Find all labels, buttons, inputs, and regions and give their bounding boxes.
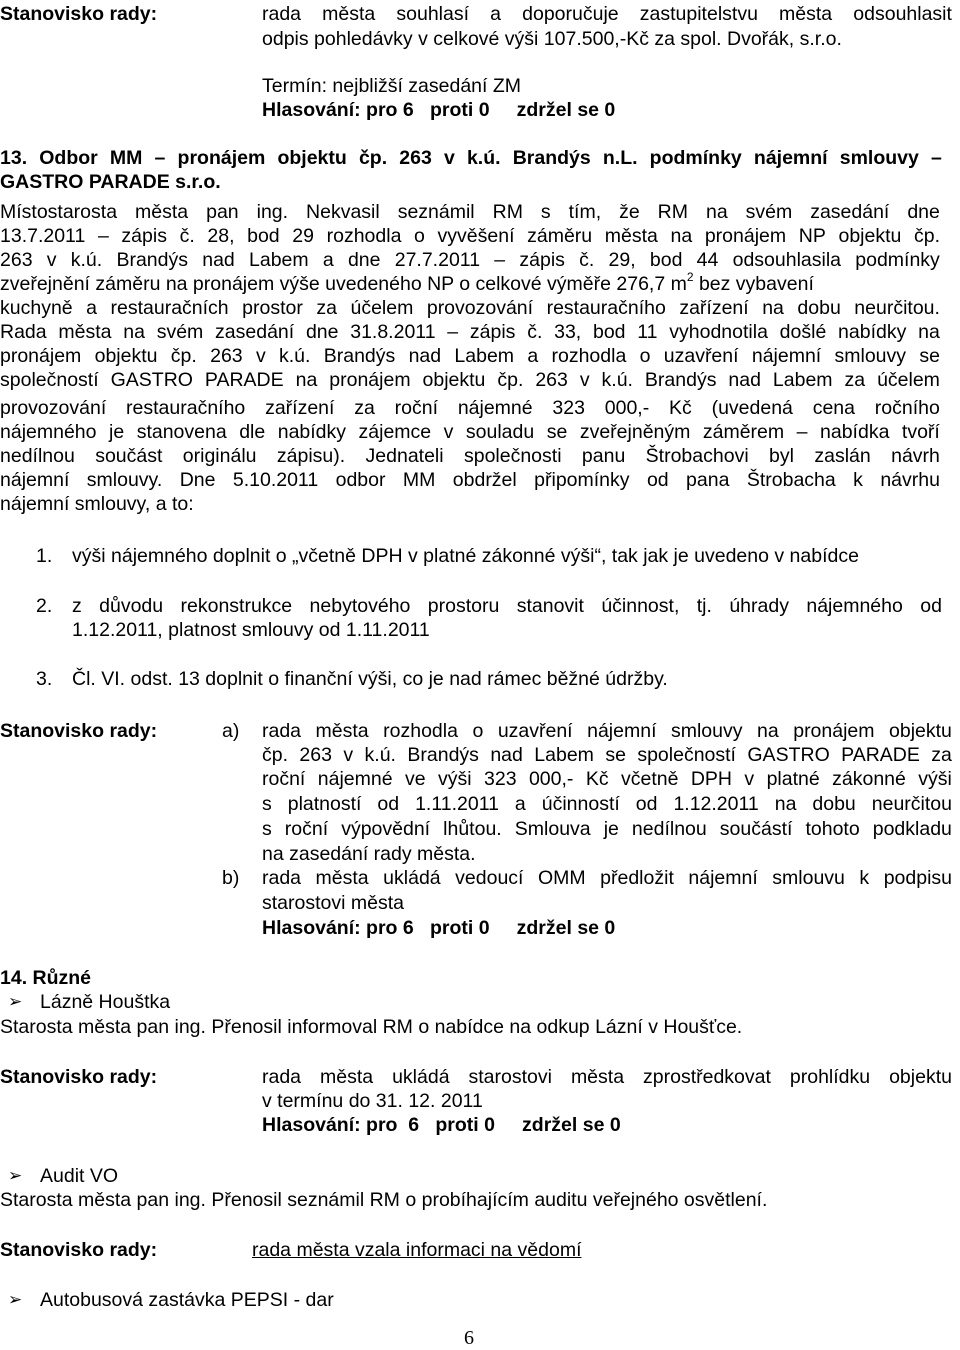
decision-line: roční nájemné ve výši 323 000,- Kč včetně DPH v platné zákonné výši: [262, 768, 952, 790]
page-number: 6: [464, 1327, 474, 1349]
superscript: 2: [686, 269, 694, 284]
vote-result: Hlasování: pro 6 proti 0 zdržel se 0: [262, 99, 616, 121]
decision-line: čp. 263 v k.ú. Brandýs nad Labem se společností GASTRO PARADE za: [262, 744, 952, 766]
decision-line: na zasedání rady města.: [262, 843, 476, 865]
para-line: 13.7.2011 – zápis č. 28, bod 29 rozhodla o vyvěšení záměru města na pronájem NP objektu čp.: [0, 225, 940, 247]
text-line: odpis pohledávky v celkové výši 107.500,-Kč za spol. Dvořák, s.r.o.: [262, 28, 842, 50]
para-line: pronájem objektu čp. 263 v k.ú. Brandýs nad Labem a rozhodla o uzavření nájemní smlouvy se: [0, 345, 940, 367]
list-marker: a): [222, 720, 240, 742]
section-heading: 13. Odbor MM – pronájem objektu čp. 263 v k.ú. Brandýs n.L. podmínky nájemní smlouvy –: [0, 147, 942, 169]
decision-line: rada města ukládá starostovi města zprostředkovat prohlídku objektu: [262, 1066, 952, 1088]
item-number: 2.: [36, 595, 53, 617]
arrow-bullet-icon: ➢: [8, 1166, 23, 1186]
decision-line: rada města rozhodla o uzavření nájemní smlouvy na pronájem objektu: [262, 720, 952, 742]
text-line: rada města souhlasí a doporučuje zastupitelstvu města odsouhlasit: [262, 3, 952, 25]
para-line: Místostarosta města pan ing. Nekvasil seznámil RM s tím, že RM na svém zasedání dne: [0, 201, 940, 223]
para-line: provozování restauračního zařízení za roční nájemné 323 000,- Kč (uvedená cena ročního: [0, 397, 940, 419]
stanovisko-label: Stanovisko rady:: [0, 3, 158, 25]
topic-title: Audit VO: [40, 1165, 119, 1187]
para-line: Rada města na svém zasedání dne 31.8.2011 – zápis č. 33, bod 11 vyhodnotila došlé nabídky na: [0, 321, 940, 343]
section-heading: GASTRO PARADE s.r.o.: [0, 171, 221, 193]
vote-result: Hlasování: pro 6 proti 0 zdržel se 0: [262, 1114, 621, 1136]
section-heading: 14. Různé: [0, 967, 92, 989]
item-text: 1.12.2011, platnost smlouvy od 1.11.2011: [72, 619, 430, 641]
stanovisko-label: Stanovisko rady:: [0, 1239, 158, 1261]
arrow-bullet-icon: ➢: [8, 992, 23, 1012]
item-number: 1.: [36, 545, 53, 567]
decision-line: v termínu do 31. 12. 2011: [262, 1090, 483, 1112]
item-number: 3.: [36, 668, 53, 690]
decision-line: rada města vzala informaci na vědomí: [252, 1239, 582, 1261]
para-line: nájemní smlouvy, a to:: [0, 493, 194, 515]
decision-line: starostovi města: [262, 892, 404, 914]
item-text: Čl. VI. odst. 13 doplnit o finanční výši, co je nad rámec běžné údržby.: [72, 668, 668, 690]
topic-title: Autobusová zastávka PEPSI - dar: [40, 1289, 334, 1311]
decision-line: s roční výpovědní lhůtou. Smlouva je nedílnou součástí tohoto podkladu: [262, 818, 952, 840]
deadline-text: Termín: nejbližší zasedání ZM: [262, 75, 522, 97]
item-text: výši nájemného doplnit o „včetně DPH v platné zákonné výši“, tak jak je uvedeno v nabídce: [72, 545, 859, 567]
para-line: zveřejnění záměru na pronájem výše uvedeného NP o celkové výměře 276,7 $m^2$ bez vybavení: [0, 269, 814, 295]
item-text: z důvodu rekonstrukce nebytového prostoru stanovit účinnost, tj. úhrady nájemného od: [72, 595, 942, 617]
stanovisko-label: Stanovisko rady:: [0, 720, 158, 742]
para-line: nájemní smlouvy. Dne 5.10.2011 odbor MM obdržel připomínky od pana Štrobacha k návrhu: [0, 469, 940, 491]
stanovisko-label: Stanovisko rady:: [0, 1066, 158, 1088]
arrow-bullet-icon: ➢: [8, 1290, 23, 1310]
vote-result: Hlasování: pro 6 proti 0 zdržel se 0: [262, 917, 616, 939]
list-marker: b): [222, 867, 240, 889]
topic-text: Starosta města pan ing. Přenosil seznámil RM o probíhajícím auditu veřejného osvětlení.: [0, 1189, 768, 1211]
decision-line: rada města ukládá vedoucí OMM předložit nájemní smlouvu k podpisu: [262, 867, 952, 889]
para-line: nájemného je stanovena dle nabídky zájemce v souladu se zveřejněným záměrem – nabídka tvoří: [0, 421, 940, 443]
topic-title: Lázně Houštka: [40, 991, 171, 1013]
decision-line: s platností od 1.11.2011 a účinností od 1.12.2011 na dobu neurčitou: [262, 793, 952, 815]
para-line: 263 v k.ú. Brandýs nad Labem a dne 27.7.2011 – zápis č. 29, bod 44 odsouhlasila podmínky: [0, 249, 940, 271]
para-line: kuchyně a restauračních prostor za účelem provozování restauračního zařízení na dobu neurčitou.: [0, 297, 940, 319]
topic-text: Starosta města pan ing. Přenosil informoval RM o nabídce na odkup Lázní v Houšťce.: [0, 1016, 743, 1038]
para-line: nedílnou součást originálu zápisu). Jednateli společnosti panu Štrobachovi byl zaslán návrh: [0, 445, 940, 467]
para-line: společností GASTRO PARADE na pronájem objektu čp. 263 v k.ú. Brandýs nad Labem za účelem: [0, 369, 940, 391]
